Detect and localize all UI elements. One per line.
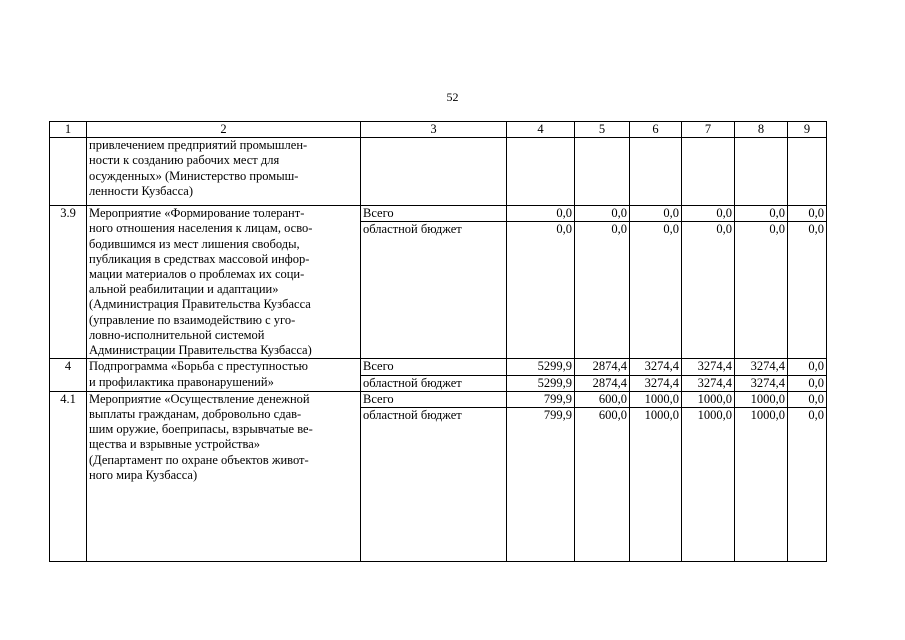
value-cell: 1000,0 xyxy=(630,391,682,407)
page-number: 52 xyxy=(446,90,459,104)
header-cell: 5 xyxy=(575,122,630,138)
header-cell: 8 xyxy=(735,122,788,138)
value-cell: 5299,9 xyxy=(507,375,575,391)
row-number: 4.1 xyxy=(50,391,87,561)
value-cell: 0,0 xyxy=(682,222,735,359)
header-cell: 2 xyxy=(87,122,361,138)
value-cell: 0,0 xyxy=(788,222,827,359)
value-cell: 799,9 xyxy=(507,391,575,407)
empty-cell xyxy=(361,138,507,206)
row-number xyxy=(50,138,87,206)
empty-cell xyxy=(575,138,630,206)
description-line: выплаты гражданам, добровольно сдав- xyxy=(89,407,302,422)
value-cell: 3274,4 xyxy=(735,375,788,391)
program-table xyxy=(49,121,827,562)
value-cell: 600,0 xyxy=(575,391,630,407)
row-description xyxy=(87,391,361,561)
funding-source: Всего xyxy=(361,359,507,375)
value-cell: 1000,0 xyxy=(682,408,735,562)
funding-source: областной бюджет xyxy=(361,222,507,359)
description-line: привлечением предприятий промышлен- xyxy=(89,138,308,153)
empty-cell xyxy=(507,138,575,206)
table-row xyxy=(50,138,827,206)
header-row xyxy=(50,122,827,138)
row-description xyxy=(87,138,361,206)
description-line: ного отношения населения к лицам, осво- xyxy=(89,221,313,236)
value-cell: 1000,0 xyxy=(735,408,788,562)
value-cell: 0,0 xyxy=(507,222,575,359)
value-cell: 0,0 xyxy=(575,222,630,359)
empty-cell xyxy=(788,138,827,206)
row-number: 4 xyxy=(50,359,87,391)
value-cell: 1000,0 xyxy=(682,391,735,407)
description-line: (Администрация Правительства Кузбасса xyxy=(89,297,311,312)
value-cell: 0,0 xyxy=(788,375,827,391)
value-cell: 3274,4 xyxy=(682,375,735,391)
description-line: Администрации Правительства Кузбасса) xyxy=(89,343,312,358)
description-line: Мероприятие «Формирование толерант- xyxy=(89,206,305,221)
value-cell: 3274,4 xyxy=(630,359,682,375)
empty-cell xyxy=(630,138,682,206)
value-cell: 799,9 xyxy=(507,408,575,562)
empty-cell xyxy=(682,138,735,206)
description-line: ности к созданию рабочих мест для xyxy=(89,153,280,168)
value-cell: 0,0 xyxy=(630,206,682,222)
value-cell: 5299,9 xyxy=(507,359,575,375)
description-line: осужденных» (Министерство промыш- xyxy=(89,168,299,183)
row-number: 3.9 xyxy=(50,206,87,359)
description-line: ловно-исполнительной системой xyxy=(89,327,265,342)
value-cell: 0,0 xyxy=(788,408,827,562)
value-cell: 1000,0 xyxy=(735,391,788,407)
row-description xyxy=(87,359,361,391)
table-row xyxy=(50,206,827,222)
description-line: альной реабилитации и адаптации» xyxy=(89,282,279,297)
value-cell: 3274,4 xyxy=(630,375,682,391)
description-line: и профилактика правонарушений» xyxy=(89,374,274,389)
header-cell: 1 xyxy=(50,122,87,138)
description-line: Подпрограмма «Борьба с преступностью xyxy=(89,359,309,374)
funding-source: Всего xyxy=(361,391,507,407)
header-cell: 9 xyxy=(788,122,827,138)
value-cell: 0,0 xyxy=(735,206,788,222)
value-cell: 2874,4 xyxy=(575,375,630,391)
value-cell: 0,0 xyxy=(507,206,575,222)
description-line: щества и взрывные устройства» xyxy=(89,437,261,452)
value-cell: 0,0 xyxy=(788,391,827,407)
value-cell: 0,0 xyxy=(682,206,735,222)
description-line: (управление по взаимодействию с уго- xyxy=(89,312,296,327)
header-cell: 4 xyxy=(507,122,575,138)
table-row xyxy=(50,359,827,375)
description-line: (Департамент по охране объектов живот- xyxy=(89,452,309,467)
value-cell: 3274,4 xyxy=(682,359,735,375)
value-cell: 3274,4 xyxy=(735,359,788,375)
value-cell: 2874,4 xyxy=(575,359,630,375)
value-cell: 0,0 xyxy=(735,222,788,359)
description-line: Мероприятие «Осуществление денежной xyxy=(89,391,310,406)
description-line: мации материалов о проблемах их соци- xyxy=(89,267,305,282)
description-line: ленности Кузбасса) xyxy=(89,183,194,198)
funding-source: областной бюджет xyxy=(361,408,507,562)
value-cell: 0,0 xyxy=(788,359,827,375)
value-cell: 600,0 xyxy=(575,408,630,562)
empty-cell xyxy=(735,138,788,206)
value-cell: 1000,0 xyxy=(630,408,682,562)
description-line: бодившимся из мест лишения свободы, xyxy=(89,236,300,251)
description-line: шим оружие, боеприпасы, взрывчатые ве- xyxy=(89,422,313,437)
funding-source: Всего xyxy=(361,206,507,222)
description-line: публикация в средствах массовой инфор- xyxy=(89,251,310,266)
funding-source: областной бюджет xyxy=(361,375,507,391)
table-row xyxy=(50,391,827,407)
header-cell: 7 xyxy=(682,122,735,138)
value-cell: 0,0 xyxy=(575,206,630,222)
value-cell: 0,0 xyxy=(630,222,682,359)
header-cell: 3 xyxy=(361,122,507,138)
row-description xyxy=(87,206,361,359)
description-line: ного мира Кузбасса) xyxy=(89,467,198,482)
value-cell: 0,0 xyxy=(788,206,827,222)
header-cell: 6 xyxy=(630,122,682,138)
